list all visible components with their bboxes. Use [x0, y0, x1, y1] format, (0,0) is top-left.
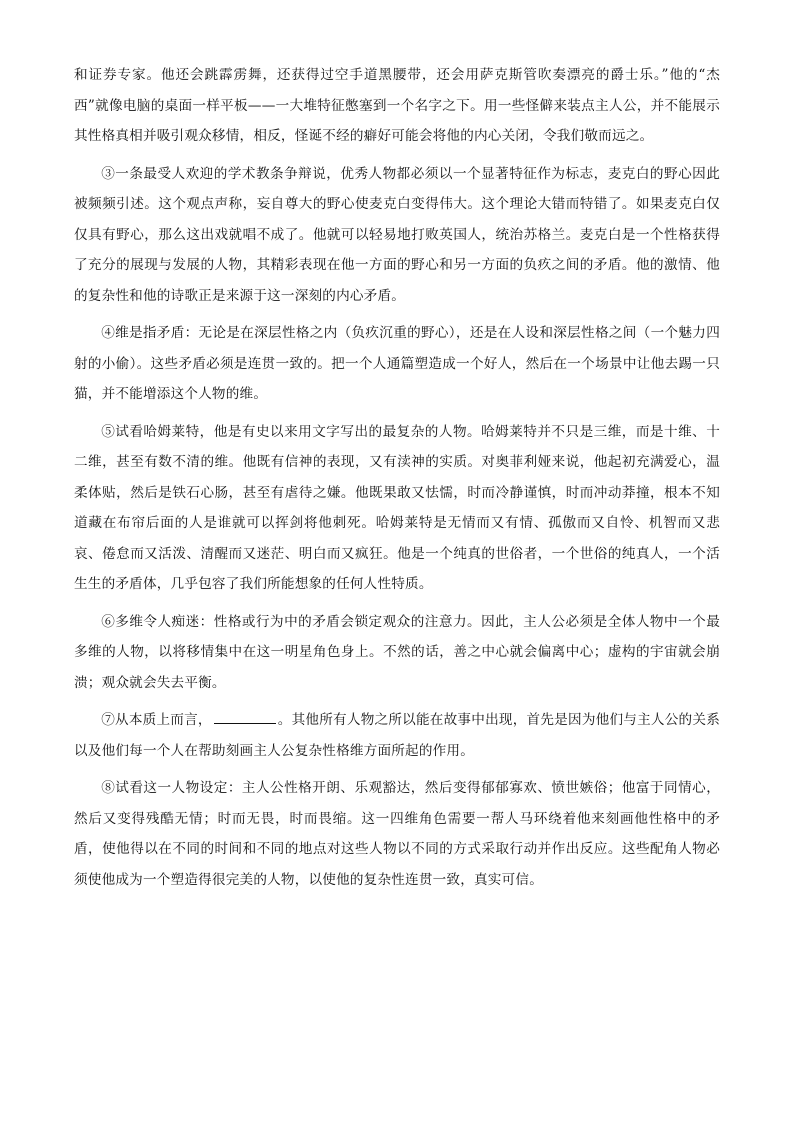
document-body	[74, 60, 720, 902]
paragraph-4: ④维是指矛盾：无论是在深层性格之内（负疚沉重的野心），还是在人设和深层性格之间（一个魅力四射的小偷）。这些矛盾必须是连贯一致的。把一个人通篇塑造成一个好人，然后在一个场景中让他去踢一只猫，并不能增添这个人物的维。	[74, 325, 720, 402]
paragraph-intro-continued: 和证券专家。他还会跳霹雳舞，还获得过空手道黑腰带，还会用萨克斯管吹奏漂亮的爵士乐。”他的“杰西”就像电脑的桌面一样平板——一大堆特征憋塞到一个名字之下。用一些怪僻来装点主人公，并不能展示其性格真相并吸引观众移情，相反，怪诞不经的癖好可能会将他的内心关闭，令我们敬而远之。	[74, 67, 720, 144]
paragraph-3: ③一条最受人欢迎的学术教条争辩说，优秀人物都必须以一个显著特征作为标志，麦克白的野心因此被频频引述。这个观点声称，妄自尊大的野心使麦克白变得伟大。这个理论大错而特错了。如果麦克白仅仅具有野心，那么这出戏就唱不成了。他就可以轻易地打败英国人，统治苏格兰。麦克白是一个性格获得了充分的展现与发展的人物，其精彩表现在他一方面的野心和另一方面的负疚之间的矛盾。他的激情、他的复杂性和他的诗歌正是来源于这一深刻的内心矛盾。	[74, 165, 720, 304]
fill-in-blank	[214, 709, 276, 724]
paragraph-8: ⑧试看这一人物设定：主人公性格开朗、乐观豁达，然后变得郁郁寡欢、愤世嫉俗；他富于同情心，然后又变得残酷无情；时而无畏，时而畏缩。这一四维角色需要一帮人马环绕着他来刻画他性格中的矛盾，使他得以在不同的时间和不同的地点对这些人物以不同的方式采取行动并作出反应。这些配角人物必须使他成为一个塑造得很完美的人物，以使他的复杂性连贯一致，真实可信。	[74, 780, 720, 888]
paragraph-6: ⑥多维令人痴迷：性格或行为中的矛盾会锁定观众的注意力。因此，主人公必须是全体人物中一个最多维的人物，以将移情集中在这一明星角色身上。不然的话，善之中心就会偏离中心；虚构的宇宙就会崩溃；观众就会失去平衡。	[74, 613, 720, 691]
paragraph-7-rest: 。其他所有人物之所以能在故事中出现，首先是因为他们与主人公的关系以及他们每一个人在帮助刻画主人公复杂性格维方面所起的作用。	[74, 712, 720, 759]
paragraph-7-lead: ⑦从本质上而言，	[101, 712, 212, 728]
paragraph-7	[74, 705, 720, 766]
paragraph-5: ⑤试看哈姆莱特，他是有史以来用文字写出的最复杂的人物。哈姆莱特并不只是三维，而是十维、十二维，甚至有数不清的维。他既有信神的表现，又有渎神的实质。对奥菲利娅来说，他起初充满爱心，温柔体贴，然后是铁石心肠，甚至有虐待之嫌。他既果敢又怯懦，时而冷静谨慎，时而冲动莽撞，根本不知道藏在布帘后面的人是谁就可以挥剑将他刺死。哈姆莱特是无情而又有情、孤傲而又自怜、机智而又悲哀、倦怠而又活泼、清醒而又迷茫、明白而又疯狂。他是一个纯真的世俗者，一个世俗的纯真人，一个活生生的矛盾体，几乎包容了我们所能想象的任何人性特质。	[74, 423, 720, 592]
